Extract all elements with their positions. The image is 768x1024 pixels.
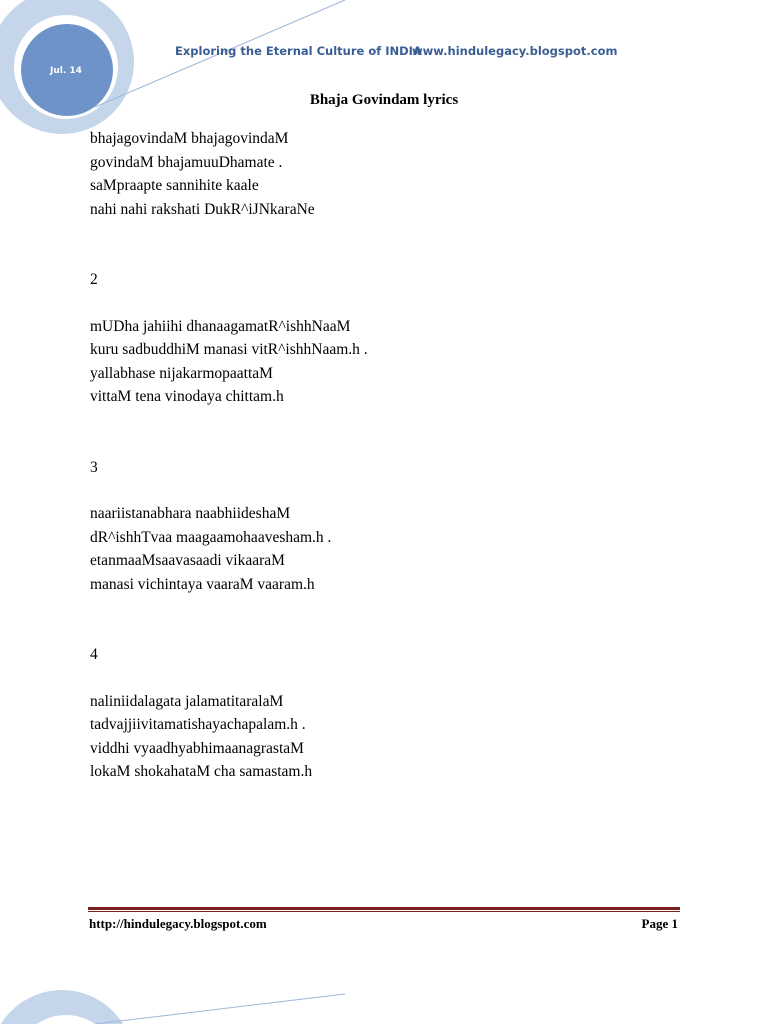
footer-url[interactable]: http://hindulegacy.blogspot.com <box>89 916 267 931</box>
verse-line: naariistanabhara naabhiideshaM <box>90 505 291 522</box>
page-title: Bhaja Govindam lyrics <box>309 92 459 108</box>
verse-line: lokaM shokahataM cha samastam.h <box>90 763 313 780</box>
verse-line: viddhi vyaadhyabhimaanagrastaM <box>90 739 304 757</box>
verse-line: saMpraapte sannihite kaale <box>90 177 259 194</box>
verse-2 <box>90 315 690 409</box>
verse-3 <box>90 502 690 596</box>
footer-diagonal-line <box>95 994 345 1024</box>
page-number: Page 1 <box>641 916 678 931</box>
verse-line: bhajagovindaM bhajagovindaM <box>90 130 289 147</box>
lyrics-body <box>90 127 690 784</box>
verse-line: yallabhase nijakarmopaattaM <box>90 364 273 382</box>
verse-1 <box>90 127 690 221</box>
verse-line: vittaM tena vinodaya chittam.h <box>90 388 284 405</box>
verse-line: etanmaaMsaavasaadi vikaaraM <box>90 552 285 569</box>
site-tagline: Exploring the Eternal Culture of INDIA <box>175 44 422 58</box>
verse-line: dR^ishhTvaa maagaamohaavesham.h . <box>90 528 332 546</box>
verse-line: manasi vichintaya vaaraM vaaram.h <box>90 575 315 593</box>
verse-line: mUDha jahiihi dhanaagamatR^ishhNaaM <box>90 317 351 335</box>
verse-line: kuru sadbuddhiM manasi vitR^ishhNaam.h . <box>90 341 368 358</box>
verse-4 <box>90 690 690 784</box>
verse-line: naliniidalagata jalamatitaralaM <box>90 692 284 710</box>
verse-line: nahi nahi rakshati DukR^iJNkaraNe <box>90 200 315 218</box>
verse-line: govindaM bhajamuuDhamate . <box>90 153 283 171</box>
footer-rule <box>88 907 680 913</box>
verse-line: tadvajjiivitamatishayachapalam.h . <box>90 716 306 733</box>
site-url[interactable]: www.hindulegacy.blogspot.com <box>412 44 618 58</box>
verse-number: 3 <box>90 458 98 476</box>
verse-number: 2 <box>90 271 98 288</box>
date-badge: Jul. 14 <box>50 66 82 76</box>
verse-number: 4 <box>90 646 98 663</box>
